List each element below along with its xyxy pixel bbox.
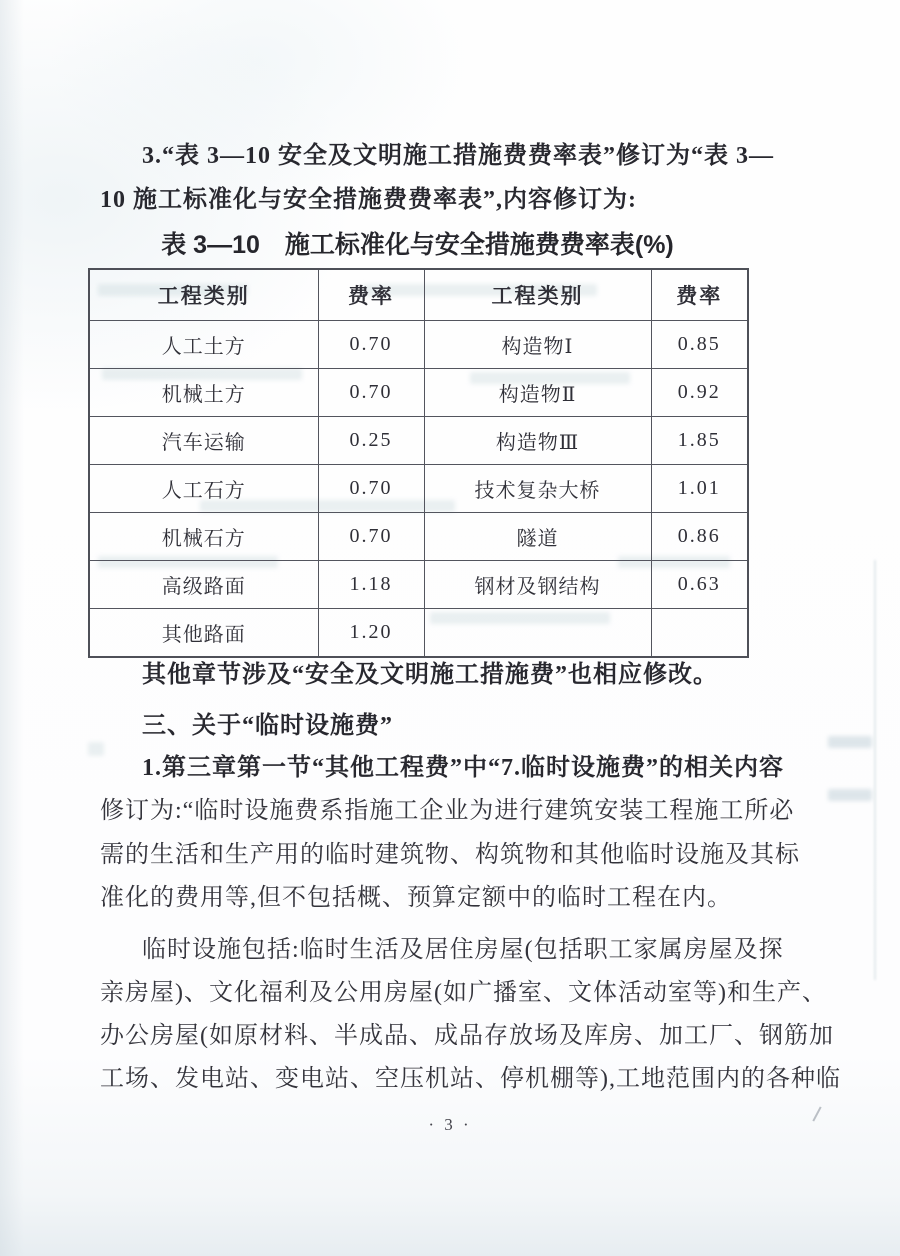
table-row <box>89 417 748 465</box>
para4-line1: 1.第三章第一节“其他工程费”中“7.临时设施费”的相关内容 <box>142 755 784 781</box>
bleed-through-artifact <box>828 736 872 748</box>
cell-category-empty <box>424 609 651 658</box>
table-row <box>89 609 748 658</box>
para2-line1: 其他章节涉及“安全及文明施工措施费”也相应修改。 <box>142 662 718 688</box>
cell-rate-empty <box>651 609 748 658</box>
cell-category: 机械土方 <box>89 369 318 417</box>
cell-category: 构造物Ⅱ <box>424 369 651 417</box>
table-caption: 表 3—10 施工标准化与安全措施费费率表(%) <box>161 231 674 259</box>
table-row <box>89 321 748 369</box>
cell-category: 钢材及钢结构 <box>424 561 651 609</box>
cell-rate: 0.70 <box>318 465 424 513</box>
cell-category: 人工石方 <box>89 465 318 513</box>
para4-line4: 准化的费用等,但不包括概、预算定额中的临时工程在内。 <box>100 885 732 911</box>
cell-rate: 0.70 <box>318 513 424 561</box>
table-row <box>89 513 748 561</box>
cell-rate: 0.92 <box>651 369 748 417</box>
para5-line3: 办公房屋(如原材料、半成品、成品存放场及库房、加工厂、钢筋加 <box>100 1023 834 1049</box>
cell-rate: 0.63 <box>651 561 748 609</box>
cell-category: 其他路面 <box>89 609 318 658</box>
para1-line1: 3.“表 3—10 安全及文明施工措施费费率表”修订为“表 3— <box>142 143 774 169</box>
cell-category: 隧道 <box>424 513 651 561</box>
table-row <box>89 369 748 417</box>
header-rate-right: 费率 <box>651 269 748 321</box>
cell-category: 汽车运输 <box>89 417 318 465</box>
section-heading: 三、关于“临时设施费” <box>142 713 393 739</box>
header-project-category-right: 工程类别 <box>424 269 651 321</box>
cell-rate: 0.86 <box>651 513 748 561</box>
cell-rate: 1.18 <box>318 561 424 609</box>
cell-category: 高级路面 <box>89 561 318 609</box>
para5-line4: 工场、发电站、变电站、空压机站、停机棚等),工地范围内的各种临 <box>100 1066 841 1092</box>
table-row <box>89 465 748 513</box>
scan-edge-shading <box>0 0 24 1256</box>
bleed-through-artifact <box>828 789 872 801</box>
cell-rate: 1.20 <box>318 609 424 658</box>
cell-category: 技术复杂大桥 <box>424 465 651 513</box>
header-rate-left: 费率 <box>318 269 424 321</box>
cell-category: 构造物Ⅰ <box>424 321 651 369</box>
cell-category: 人工土方 <box>89 321 318 369</box>
cell-rate: 1.85 <box>651 417 748 465</box>
table-header-row <box>89 269 748 321</box>
scan-fold-line <box>874 560 876 980</box>
para4-line3: 需的生活和生产用的临时建筑物、构筑物和其他临时设施及其标 <box>100 842 800 868</box>
cell-category: 构造物Ⅲ <box>424 417 651 465</box>
para5-line2: 亲房屋)、文化福利及公用房屋(如广播室、文体活动室等)和生产、 <box>100 980 827 1006</box>
para1-line2: 10 施工标准化与安全措施费费率表”,内容修订为: <box>100 187 637 213</box>
fee-rate-table <box>88 268 749 658</box>
para5-line1: 临时设施包括:临时生活及居住房屋(包括职工家属房屋及探 <box>142 937 784 963</box>
para4-line2: 修订为:“临时设施费系指施工企业为进行建筑安装工程施工所必 <box>100 798 795 824</box>
cell-rate: 0.25 <box>318 417 424 465</box>
table-row <box>89 561 748 609</box>
cell-rate: 0.70 <box>318 321 424 369</box>
cell-category: 机械石方 <box>89 513 318 561</box>
header-project-category-left: 工程类别 <box>89 269 318 321</box>
cell-rate: 1.01 <box>651 465 748 513</box>
cell-rate: 0.70 <box>318 369 424 417</box>
page-number: · 3 · <box>428 1115 472 1134</box>
cell-rate: 0.85 <box>651 321 748 369</box>
